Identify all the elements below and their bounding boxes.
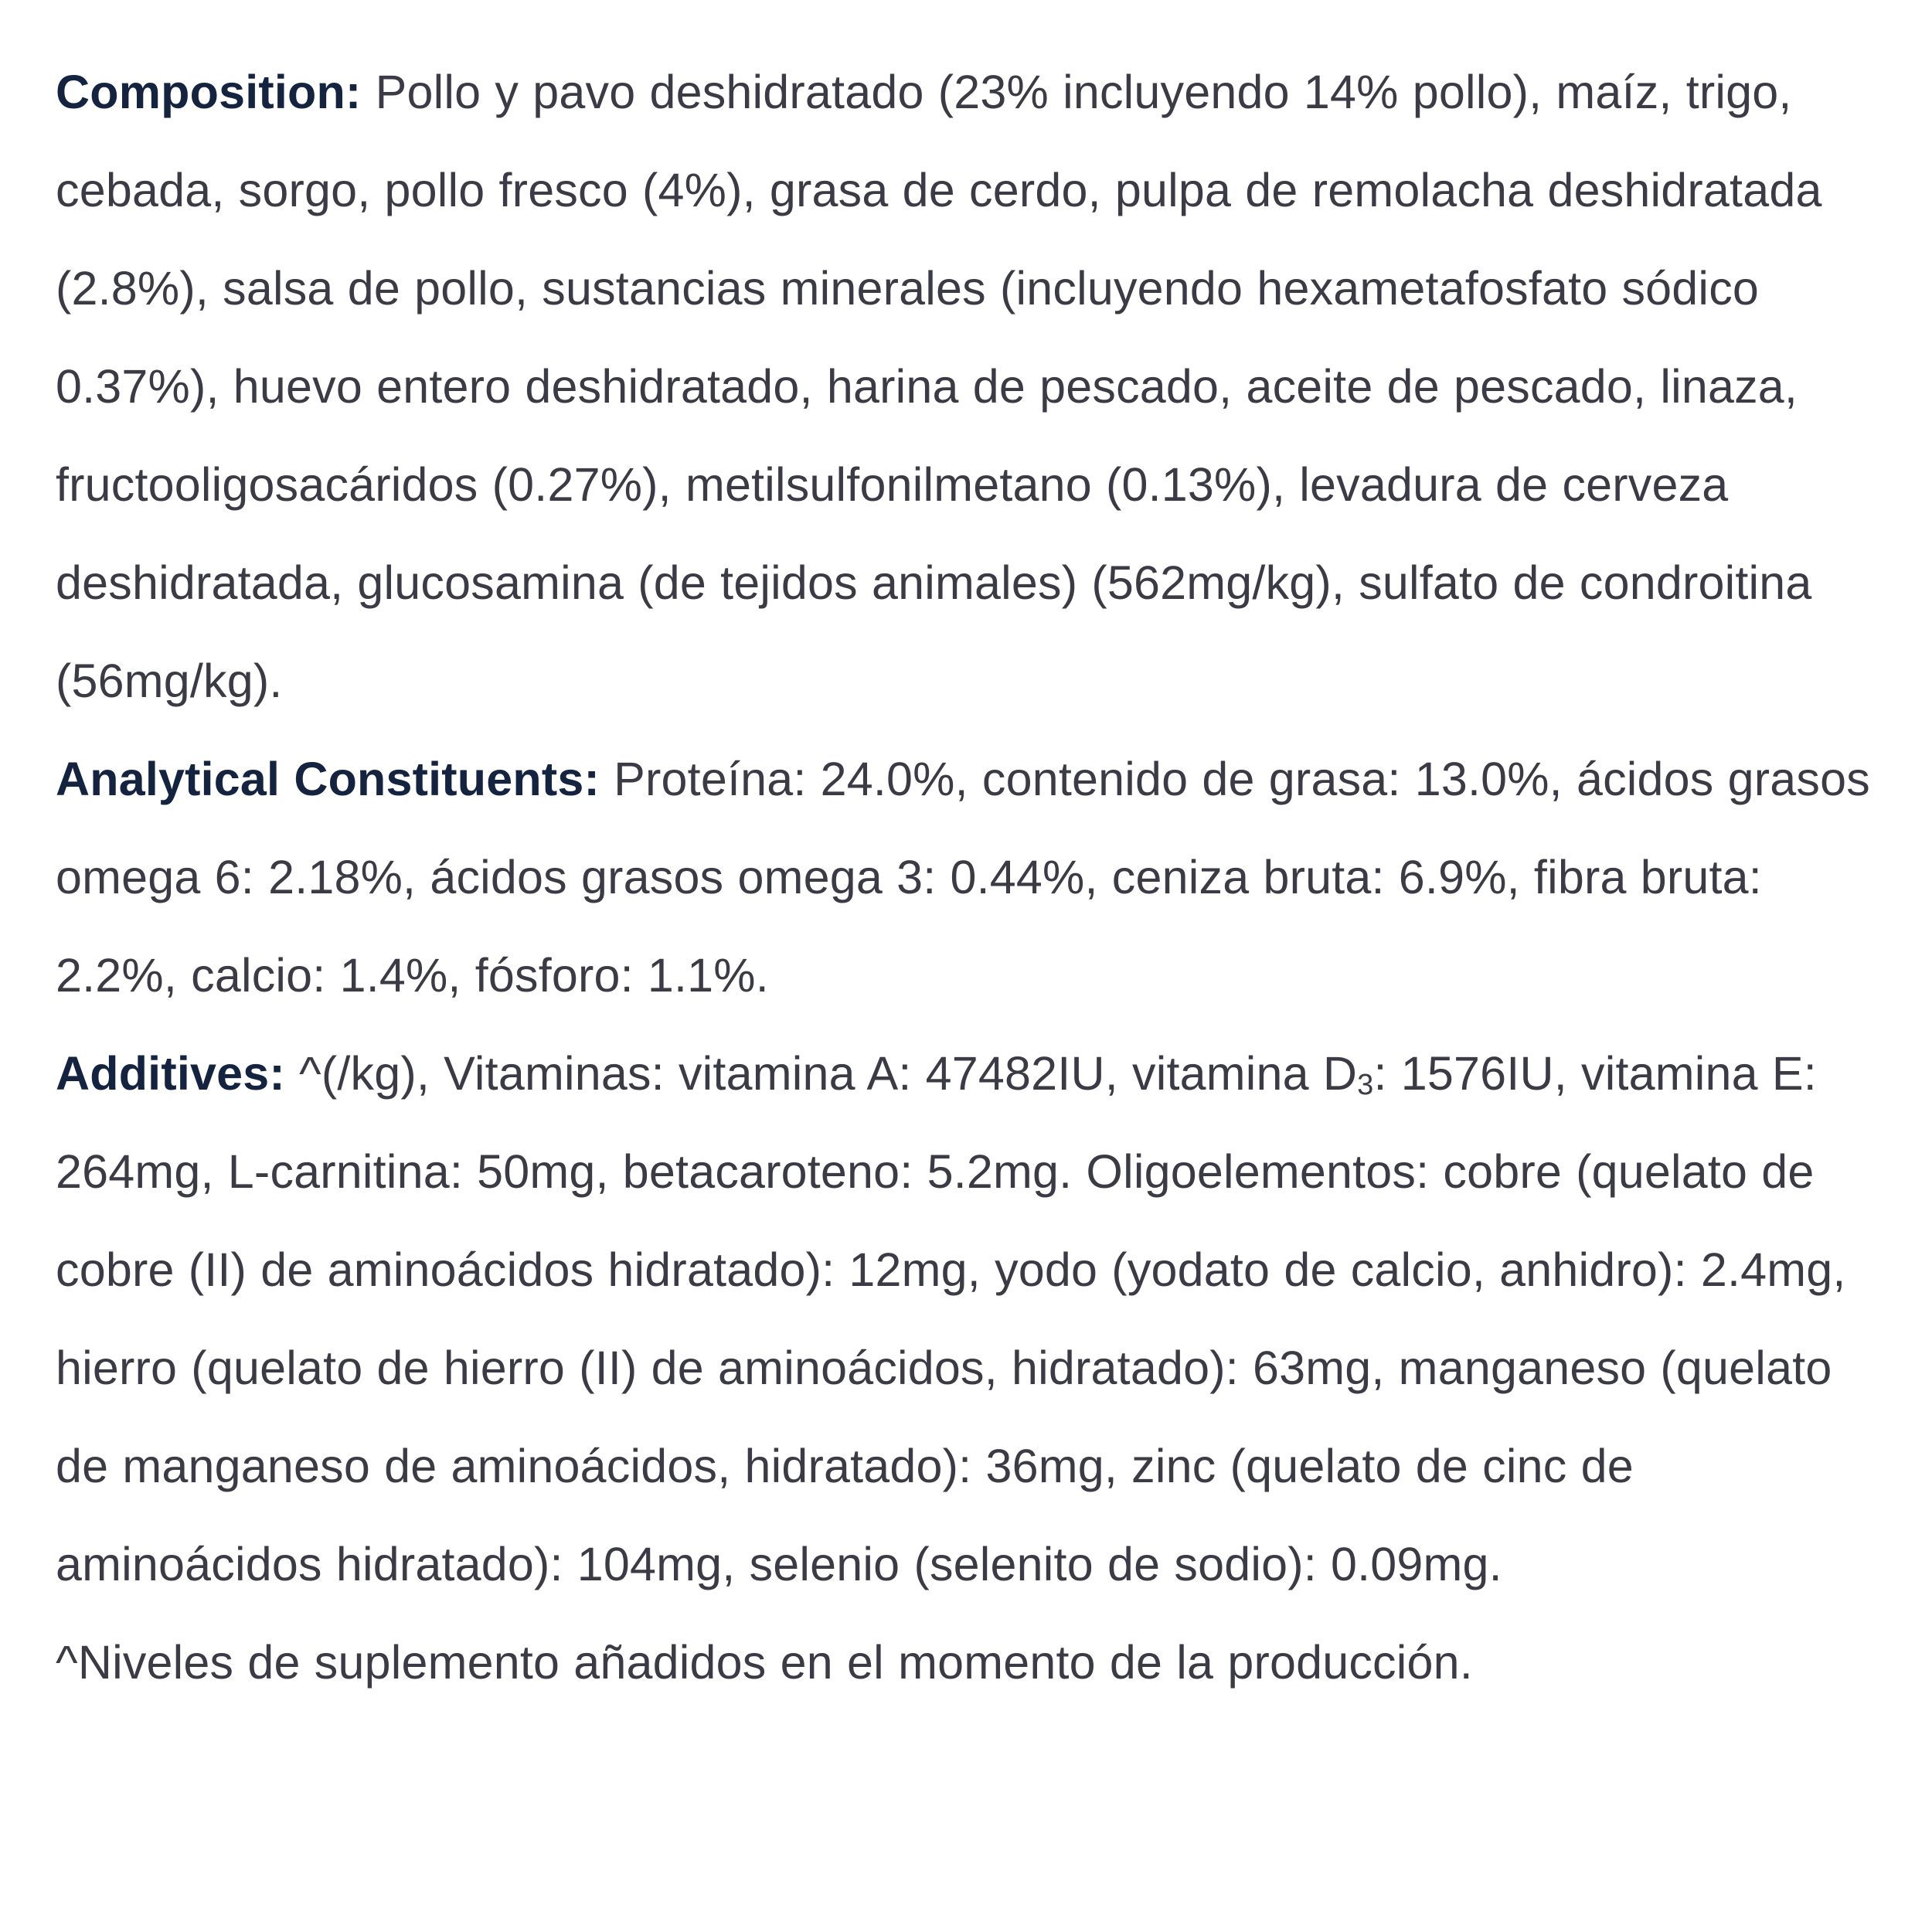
analytical-constituents-paragraph xyxy=(56,730,1887,1025)
additives-paragraph xyxy=(56,1025,1887,1614)
supplement-footnote: ^Niveles de suplemento añadidos en el momento de la producción. xyxy=(56,1636,1473,1689)
ingredients-label xyxy=(56,43,1887,1712)
additives-text-part1: ^(/kg), Vitaminas: vitamina A: 47482IU, vitamina D xyxy=(299,1047,1358,1100)
composition-text: Pollo y pavo deshidratado (23% incluyendo 14% pollo), maíz, trigo, cebada, sorgo, pollo fresco (4%), grasa de cerdo, pulpa de remolacha deshidratada (2.8%), salsa de pollo, sustancias minerales (incluyendo hexametafosfato sódico 0.37%), huevo entero deshidratado, harina de pescado, aceite de pescado, linaza, fructooligosacáridos (0.27%), metilsulfonilmetano (0.13%), levadura de cerveza deshidratada, glucosamina (de tejidos animales) (562mg/kg), sulfato de condroitina (56mg/kg). xyxy=(56,66,1822,707)
vitamin-d-subscript: 3 xyxy=(1357,1069,1374,1101)
analytical-constituents-heading: Analytical Constituents: xyxy=(56,753,600,805)
additives-text-part2: : 1576IU, vitamina E: 264mg, L-carnitina: 50mg, betacaroteno: 5.2mg. Oligoelementos: cobre (quelato de cobre (II) de aminoácidos hidratado): 12mg, yodo (yodato de calcio, anhidro): 2.4mg, hierro (quelato de hierro (II) de aminoácidos, hidratado): 63mg, manganeso (quelato de manganeso de aminoácidos, hidratado): 36mg, zinc (quelato de cinc de aminoácidos hidratado): 104mg, selenio (selenito de sodio): 0.09mg. xyxy=(56,1047,1846,1590)
analytical-constituents-text: Proteína: 24.0%, contenido de grasa: 13.0%, ácidos grasos omega 6: 2.18%, ácidos grasos omega 3: 0.44%, ceniza bruta: 6.9%, fibra bruta: 2.2%, calcio: 1.4%, fósforo: 1.1%. xyxy=(56,753,1870,1002)
additives-heading: Additives: xyxy=(56,1047,285,1100)
composition-paragraph xyxy=(56,43,1887,730)
composition-heading: Composition: xyxy=(56,66,362,118)
